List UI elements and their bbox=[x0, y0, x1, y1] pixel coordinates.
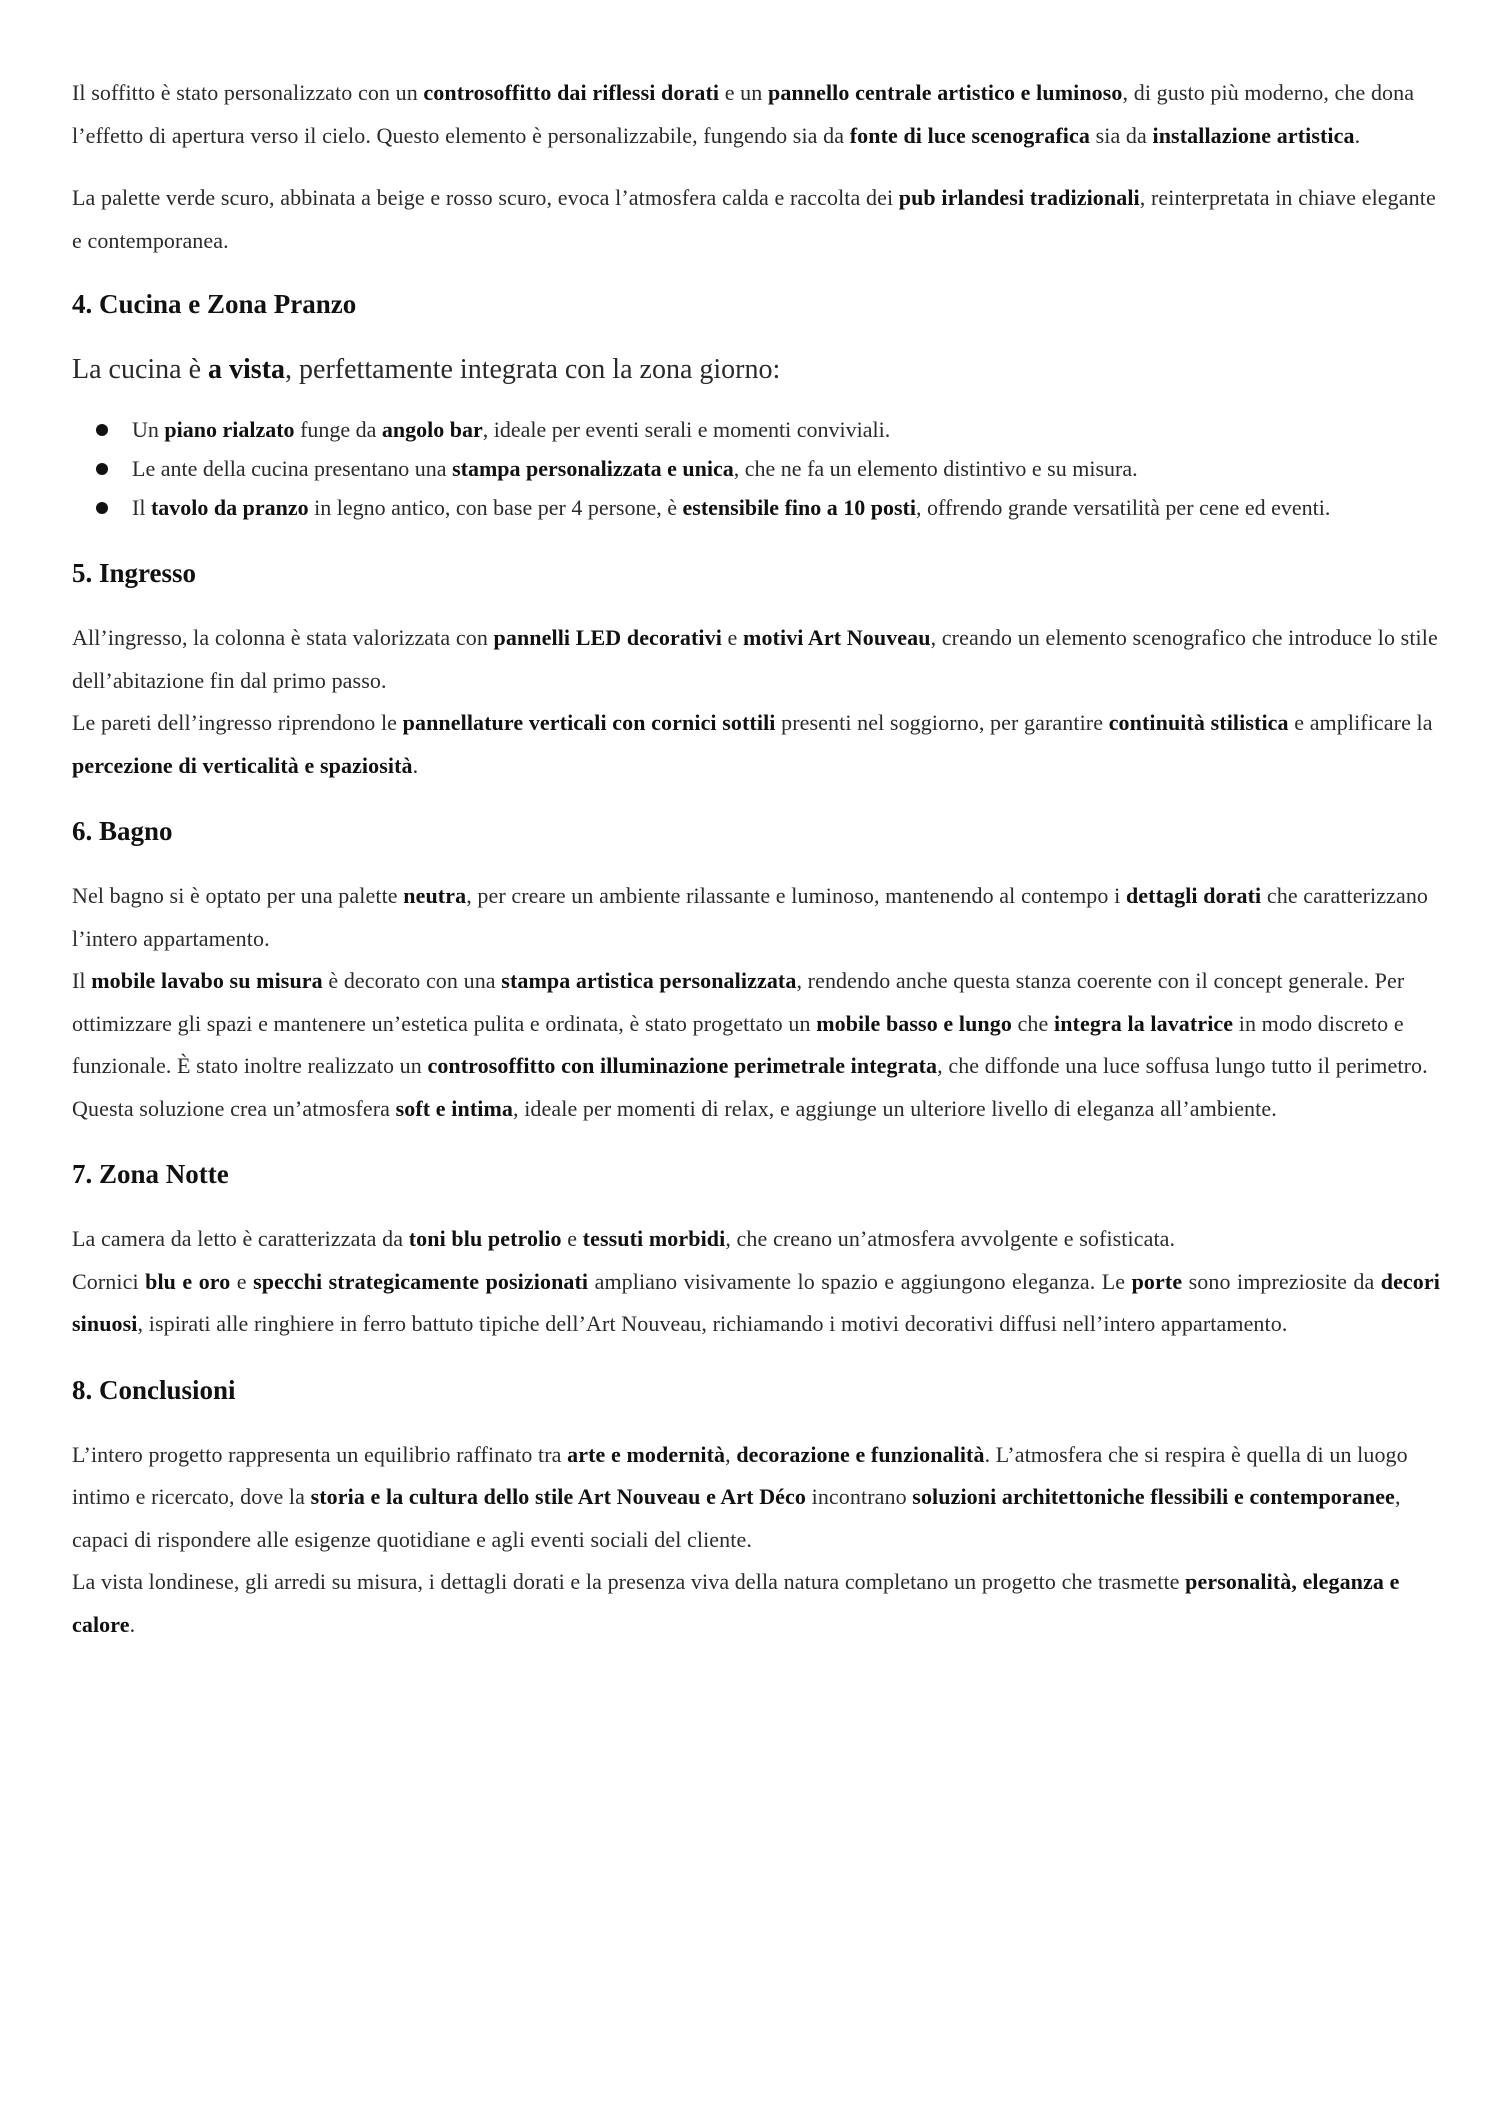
bold-text: storia e la cultura dello stile Art Nouveau e Art Déco bbox=[310, 1484, 807, 1509]
text-run: , capaci di rispondere alle esigenze quotidiane e agli eventi sociali del cliente. bbox=[72, 1484, 1401, 1552]
bold-text: stampa personalizzata e unica bbox=[452, 456, 734, 481]
bold-text: piano rialzato bbox=[164, 417, 295, 442]
text-run: , che creano un’atmosfera avvolgente e sofisticata. bbox=[725, 1226, 1176, 1251]
bullet-icon bbox=[96, 424, 108, 436]
text-run: funge da bbox=[294, 417, 382, 442]
text-run: Un bbox=[132, 417, 165, 442]
bold-text: a vista bbox=[208, 354, 286, 385]
intro-section bbox=[72, 72, 1440, 262]
list-item bbox=[72, 488, 1440, 527]
bold-text: personalità, eleganza e calore bbox=[72, 1569, 1400, 1637]
list-item-text bbox=[132, 495, 1330, 520]
bold-text: mobile lavabo su misura bbox=[91, 968, 323, 993]
bold-text: tessuti morbidi bbox=[582, 1226, 726, 1251]
bold-text: porte bbox=[1131, 1268, 1183, 1294]
text-run: . bbox=[129, 1611, 136, 1637]
bold-text: estensibile fino a 10 posti bbox=[682, 495, 916, 520]
bold-text: toni blu petrolio bbox=[408, 1226, 562, 1251]
text-run: All’ingresso, la colonna è stata valorizzata con bbox=[72, 625, 494, 650]
text-run: incontrano bbox=[806, 1484, 913, 1509]
text-run: La vista londinese, gli arredi su misura, i dettagli dorati e la presenza viva della natura completano un progetto che trasmette bbox=[72, 1569, 1186, 1594]
bold-text: pannellature verticali con cornici sottili bbox=[402, 710, 776, 735]
text-run: è decorato con una bbox=[322, 968, 502, 993]
bold-text: decorazione e funzionalità bbox=[736, 1441, 985, 1467]
text-run: in legno antico, con base per 4 persone, è bbox=[308, 495, 683, 520]
intro-paragraph-ceiling bbox=[72, 72, 1440, 157]
bullet-icon bbox=[96, 463, 108, 475]
text-run: La camera da letto è caratterizzata da bbox=[72, 1226, 409, 1251]
section-lead bbox=[72, 350, 1440, 390]
text-run: , reinterpretata in chiave elegante e contemporanea. bbox=[72, 185, 1436, 253]
bullet-icon bbox=[96, 502, 108, 514]
section-bagno bbox=[72, 811, 1440, 1130]
text-run: . bbox=[1354, 122, 1361, 148]
text-run: , ideale per momenti di relax, e aggiunge un ulteriore livello di eleganza all’ambiente. bbox=[513, 1095, 1277, 1121]
text-run: Il soffitto è stato personalizzato con un bbox=[72, 80, 424, 105]
text-run: . bbox=[412, 752, 419, 778]
bold-text: continuità stilistica bbox=[1108, 710, 1289, 735]
bold-text: neutra bbox=[403, 883, 467, 908]
bold-text: installazione artistica bbox=[1152, 122, 1355, 148]
section-heading: 6. Bagno bbox=[72, 816, 173, 846]
section-conclusioni bbox=[72, 1370, 1440, 1647]
text-run: , che ne fa un elemento distintivo e su misura. bbox=[733, 456, 1138, 481]
bold-text: controsoffitto dai riflessi dorati bbox=[423, 80, 720, 105]
text-run: presenti nel soggiorno, per garantire bbox=[775, 710, 1109, 735]
text-run: L’intero progetto rappresenta un equilibrio raffinato tra bbox=[72, 1441, 568, 1467]
text-run: e bbox=[561, 1226, 583, 1251]
text-run: Cornici bbox=[72, 1268, 146, 1294]
section-heading: 8. Conclusioni bbox=[72, 1374, 236, 1405]
bold-text: pannello centrale artistico e luminoso bbox=[767, 80, 1123, 105]
section-ingresso bbox=[72, 553, 1440, 787]
text-run: La palette verde scuro, abbinata a beige e rosso scuro, evoca l’atmosfera calda e raccolta dei bbox=[72, 185, 899, 210]
text-run: , offrendo grande versatilità per cene ed eventi. bbox=[915, 495, 1331, 520]
bold-text: percezione di verticalità e spaziosità bbox=[72, 752, 413, 778]
bold-text: controsoffitto con illuminazione perimetrale integrata bbox=[427, 1053, 938, 1078]
list-item bbox=[72, 410, 1440, 449]
bold-text: angolo bar bbox=[381, 417, 483, 442]
text-run: , di gusto più moderno, che dona l’effetto di apertura verso il cielo. Questo elemento è personalizzabile, fungendo sia da bbox=[72, 80, 1415, 148]
text-run: e bbox=[230, 1268, 254, 1294]
bold-text: pannelli LED decorativi bbox=[493, 625, 722, 650]
section-paragraph bbox=[72, 875, 1440, 1130]
text-run: . L’atmosfera che si respira è quella di un luogo intimo e ricercato, dove la bbox=[72, 1441, 1408, 1509]
text-run: , ideale per eventi serali e momenti conviviali. bbox=[482, 417, 891, 442]
bold-text: soft e intima bbox=[395, 1095, 513, 1121]
list-item bbox=[72, 449, 1440, 488]
section-heading: 4. Cucina e Zona Pranzo bbox=[72, 289, 357, 319]
text-run: , perfettamente integrata con la zona giorno: bbox=[285, 354, 781, 385]
text-run: e amplificare la bbox=[1288, 710, 1433, 735]
section-paragraph bbox=[72, 1434, 1440, 1647]
section-cucina bbox=[72, 284, 1440, 527]
bold-text: blu e oro bbox=[145, 1268, 231, 1294]
text-run: , creando un elemento scenografico che introduce lo stile dell’abitazione fin dal primo passo. bbox=[72, 625, 1438, 693]
bold-text: dettagli dorati bbox=[1125, 883, 1262, 908]
text-run: Le pareti dell’ingresso riprendono le bbox=[72, 710, 403, 735]
text-run: , rendendo anche questa stanza coerente con il concept generale. Per ottimizzare gli spazi e mantenere un’estetica pulita e ordinata, è stato progettato un bbox=[72, 968, 1405, 1036]
text-run: e bbox=[721, 625, 744, 650]
text-run: sia da bbox=[1089, 122, 1153, 148]
section-paragraph bbox=[72, 617, 1440, 787]
list-item-text bbox=[132, 417, 890, 442]
text-run: , ispirati alle ringhiere in ferro battuto tipiche dell’Art Nouveau, richiamando i motivi decorativi diffusi nell’intero appartamento. bbox=[137, 1311, 1288, 1336]
text-run: Le ante della cucina presentano una bbox=[132, 456, 453, 481]
text-run: Il bbox=[132, 495, 151, 520]
text-run: Il bbox=[72, 968, 92, 993]
bullet-list bbox=[72, 410, 1440, 527]
section-paragraph bbox=[72, 1218, 1440, 1346]
bold-text: specchi strategicamente posizionati bbox=[253, 1268, 589, 1294]
bold-text: stampa artistica personalizzata bbox=[501, 968, 797, 993]
bold-text: arte e modernità bbox=[567, 1441, 726, 1467]
bold-text: motivi Art Nouveau bbox=[743, 625, 931, 650]
bold-text: integra la lavatrice bbox=[1053, 1010, 1234, 1036]
text-run: , che diffonde una luce soffusa lungo tutto il perimetro. Questa soluzione crea un’atmosfera bbox=[72, 1053, 1428, 1121]
bold-text: decori sinuosi bbox=[72, 1268, 1440, 1336]
text-run: ampliano visivamente lo spazio e aggiungono eleganza. Le bbox=[588, 1268, 1132, 1294]
intro-paragraph-palette bbox=[72, 177, 1440, 262]
bold-text: mobile basso e lungo bbox=[816, 1010, 1012, 1036]
text-run: , bbox=[725, 1441, 737, 1467]
text-run: e un bbox=[719, 80, 768, 105]
section-heading: 7. Zona Notte bbox=[72, 1159, 229, 1189]
text-run: che bbox=[1011, 1010, 1054, 1036]
text-run: Nel bagno si è optato per una palette bbox=[72, 883, 404, 908]
bold-text: fonte di luce scenografica bbox=[849, 122, 1090, 148]
text-run: che caratterizzano l’intero appartamento. bbox=[72, 883, 1429, 951]
bold-text: soluzioni architettoniche flessibili e contemporanee bbox=[912, 1484, 1395, 1509]
list-item-text bbox=[132, 456, 1138, 481]
text-run: , per creare un ambiente rilassante e luminoso, mantenendo al contempo i bbox=[466, 883, 1126, 908]
text-run: sono impreziosite da bbox=[1182, 1268, 1381, 1294]
section-zona-notte bbox=[72, 1154, 1440, 1346]
section-heading: 5. Ingresso bbox=[72, 558, 197, 588]
text-run: La cucina è bbox=[72, 354, 209, 385]
bold-text: tavolo da pranzo bbox=[150, 495, 309, 520]
text-run: in modo discreto e funzionale. È stato inoltre realizzato un bbox=[72, 1010, 1404, 1078]
bold-text: pub irlandesi tradizionali bbox=[898, 185, 1140, 210]
